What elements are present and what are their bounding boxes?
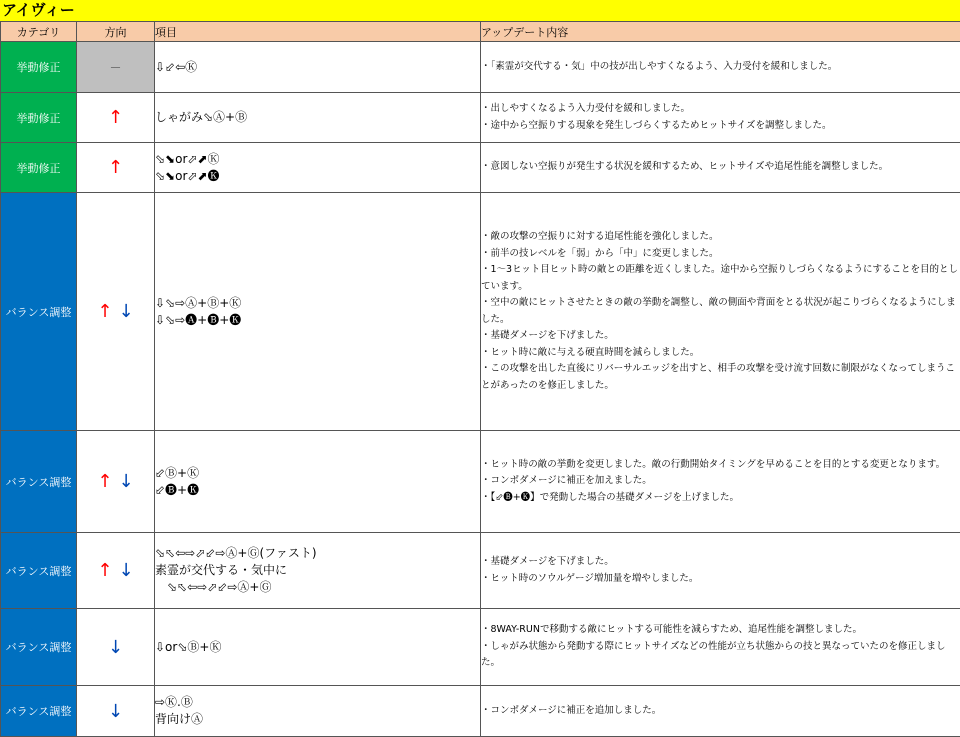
direction-arrow-icon: ↑	[108, 107, 123, 128]
header-direction: 方向	[77, 22, 155, 42]
table-row	[1, 93, 960, 143]
category-cell: バランス調整	[1, 533, 77, 609]
header-row	[1, 22, 960, 42]
direction-cell	[77, 42, 155, 93]
item-command: ⇩⬃⇦Ⓚ	[155, 59, 480, 76]
content-line: ・コンボダメージに補正を加えました。	[481, 473, 960, 490]
header-category: カテゴリ	[1, 22, 77, 42]
direction-arrow-icon: －	[109, 61, 121, 75]
item-cell	[155, 431, 481, 533]
category-cell: バランス調整	[1, 609, 77, 686]
item-command: ⇩⬂⇨Ⓐ+Ⓑ+Ⓚ	[155, 295, 480, 312]
item-command: 背向けⒶ	[155, 711, 480, 728]
category-cell: 挙動修正	[1, 93, 77, 143]
table-row	[1, 42, 960, 93]
content-line: ・ヒット時の敵の挙動を変更しました。敵の行動開始タイミングを早めることを目的とする変更となります。	[481, 457, 960, 474]
item-command: ⬃🅑+🅚	[155, 482, 480, 499]
table-row	[1, 193, 960, 431]
category-cell: バランス調整	[1, 686, 77, 737]
content-line: ・コンボダメージに補正を追加しました。	[481, 703, 960, 720]
content-line: ・この攻撃を出した直後にリバーサルエッジを出すと、相手の攻撃を受け流す回数に制限がなくなってしまうことがあったのを修正しました。	[481, 361, 960, 394]
content-line: ・ヒット時のソウルゲージ増加量を増やしました。	[481, 571, 960, 588]
update-table	[0, 21, 960, 737]
content-cell	[481, 93, 960, 143]
table-row	[1, 431, 960, 533]
content-cell	[481, 42, 960, 93]
item-command: ⇩or⬂Ⓑ+Ⓚ	[155, 639, 480, 656]
content-cell	[481, 431, 960, 533]
direction-arrow-icon: ↑ ↓	[97, 560, 133, 581]
content-cell	[481, 686, 960, 737]
content-cell	[481, 193, 960, 431]
item-command: ⬂⬊or⬀⬈🅚	[155, 168, 480, 185]
item-command: ⇩⬂⇨🅐+🅑+🅚	[155, 312, 480, 329]
direction-cell	[77, 193, 155, 431]
item-cell	[155, 686, 481, 737]
content-line: ・基礎ダメージを下げました。	[481, 554, 960, 571]
table-row	[1, 609, 960, 686]
category-cell: バランス調整	[1, 193, 77, 431]
direction-arrow-icon: ↑ ↓	[97, 471, 133, 492]
item-cell	[155, 533, 481, 609]
direction-cell	[77, 143, 155, 193]
content-line: ・8WAY-RUNで移動する敵にヒットする可能性を減らすため、追尾性能を調整しました。	[481, 622, 960, 639]
content-line: ・1～3ヒット目ヒット時の敵との距離を近くしました。途中から空振りしづらくなるようにすることを目的としています。	[481, 262, 960, 295]
category-cell: 挙動修正	[1, 42, 77, 93]
header-content: アップデート内容	[481, 22, 960, 42]
item-cell	[155, 609, 481, 686]
direction-arrow-icon: ↓	[108, 701, 123, 722]
item-command: ⬃Ⓑ+Ⓚ	[155, 465, 480, 482]
direction-arrow-icon: ↑	[108, 157, 123, 178]
content-line: ・「素霊が交代する・気」中の技が出しやすくなるよう、入力受付を緩和しました。	[481, 59, 960, 76]
content-cell	[481, 533, 960, 609]
content-line: ・空中の敵にヒットさせたときの敵の挙動を調整し、敵の側面や背面をとる状況が起こりづらくなるようにしました。	[481, 295, 960, 328]
table-row	[1, 686, 960, 737]
content-line: ・敵の攻撃の空振りに対する追尾性能を強化しました。	[481, 229, 960, 246]
direction-arrow-icon: ↑ ↓	[97, 301, 133, 322]
direction-arrow-icon: ↓	[108, 637, 123, 658]
category-cell: 挙動修正	[1, 143, 77, 193]
table-row	[1, 143, 960, 193]
content-cell	[481, 609, 960, 686]
content-line: ・前半の技レベルを「弱」から「中」に変更しました。	[481, 246, 960, 263]
content-line: ・出しやすくなるよう入力受付を緩和しました。	[481, 101, 960, 118]
content-line: ・ヒット時に敵に与える硬直時間を減らしました。	[481, 345, 960, 362]
category-cell: バランス調整	[1, 431, 77, 533]
item-command: 素霊が交代する・気中に	[155, 562, 480, 579]
direction-cell	[77, 93, 155, 143]
content-line: ・しゃがみ状態から発動する際にヒットサイズなどの性能が立ち状態からの技と異なっていたのを修正しました。	[481, 639, 960, 672]
item-cell	[155, 93, 481, 143]
item-command: ⬂⬁⇦⇨⬀⬃⇨Ⓐ+Ⓖ(ファスト)	[155, 545, 480, 562]
table-row	[1, 533, 960, 609]
item-command: しゃがみ⬂Ⓐ+Ⓑ	[155, 109, 480, 126]
item-command: ⬂⬊or⬀⬈Ⓚ	[155, 151, 480, 168]
sheet-title: アイヴィー	[0, 0, 960, 21]
item-command: ⬂⬁⇦⇨⬀⬃⇨Ⓐ+Ⓖ	[155, 579, 480, 596]
direction-cell	[77, 533, 155, 609]
direction-cell	[77, 686, 155, 737]
item-cell	[155, 193, 481, 431]
direction-cell	[77, 609, 155, 686]
content-line: ・基礎ダメージを下げました。	[481, 328, 960, 345]
content-line: ・途中から空振りする現象を発生しづらくするためヒットサイズを調整しました。	[481, 118, 960, 135]
content-line: ・意図しない空振りが発生する状況を緩和するため、ヒットサイズや追尾性能を調整しました。	[481, 159, 960, 176]
item-cell	[155, 42, 481, 93]
header-item: 項目	[155, 22, 481, 42]
item-command: ⇨Ⓚ.Ⓑ	[155, 694, 480, 711]
item-cell	[155, 143, 481, 193]
content-cell	[481, 143, 960, 193]
direction-cell	[77, 431, 155, 533]
content-line: ・【⬃🅑+🅚】で発動した場合の基礎ダメージを上げました。	[481, 490, 960, 507]
